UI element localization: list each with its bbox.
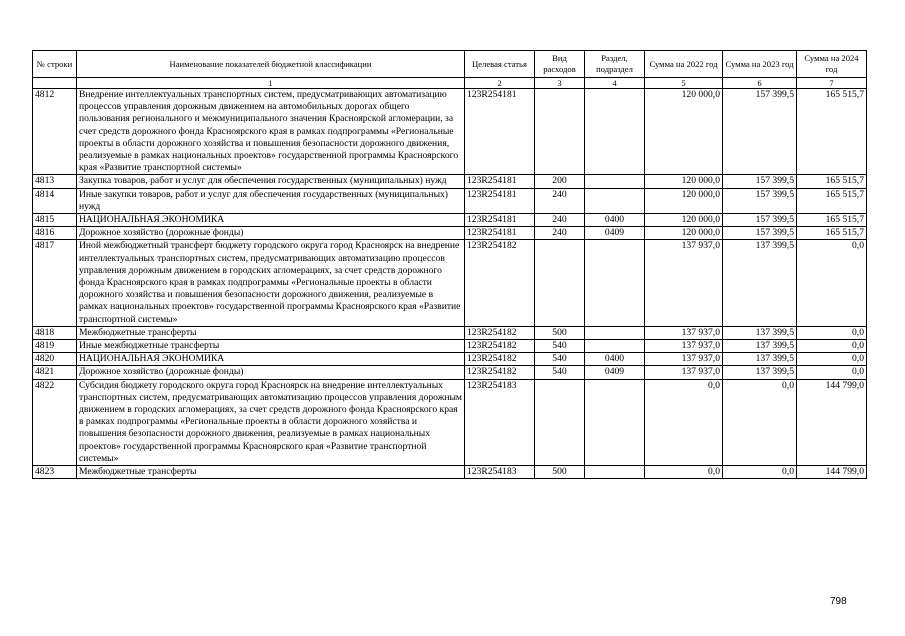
row-sum-2024: 144 799,0 xyxy=(797,466,867,479)
row-razdel xyxy=(585,326,645,339)
table-row xyxy=(33,89,867,175)
row-razdel: 0409 xyxy=(585,227,645,240)
row-sum-2024: 165 515,7 xyxy=(797,188,867,213)
row-sum-2022: 0,0 xyxy=(645,466,723,479)
row-sum-2022: 137 937,0 xyxy=(645,366,723,379)
row-name: НАЦИОНАЛЬНАЯ ЭКОНОМИКА xyxy=(77,353,465,366)
header-vid: Вид расходов xyxy=(535,51,585,78)
row-vid: 540 xyxy=(535,353,585,366)
row-vid: 240 xyxy=(535,214,585,227)
row-sum-2024: 144 799,0 xyxy=(797,379,867,465)
row-sum-2023: 157 399,5 xyxy=(723,188,797,213)
row-sum-2024: 165 515,7 xyxy=(797,175,867,188)
row-vid: 500 xyxy=(535,326,585,339)
row-target-code: 123R254183 xyxy=(465,466,535,479)
row-target-code: 123R254182 xyxy=(465,240,535,326)
row-sum-2024: 0,0 xyxy=(797,340,867,353)
row-name: Субсидия бюджету городского округа город Красноярск на внедрение интеллектуальных транспортных систем, предусматривающих автоматизацию процессов управления дорожным движением в городских агломерациях, за счет средств дорожного фонда Красноярского края в рамках подпрограммы «Региональные проекты в области дорожного хозяйства и повышения безопасности дорожного движения, реализуемые в рамках национальных проектов» государственной программы Красноярского края «Развитие транспортной системы» xyxy=(77,379,465,465)
page-number: 798 xyxy=(830,596,847,607)
row-razdel xyxy=(585,340,645,353)
row-number: 4816 xyxy=(33,227,77,240)
table-row xyxy=(33,188,867,213)
row-name: Дорожное хозяйство (дорожные фонды) xyxy=(77,366,465,379)
column-number: 1 xyxy=(77,78,465,89)
column-number: 7 xyxy=(797,78,867,89)
header-sum-2022: Сумма на 2022 год xyxy=(645,51,723,78)
column-number: 2 xyxy=(465,78,535,89)
row-sum-2022: 120 000,0 xyxy=(645,227,723,240)
row-sum-2022: 120 000,0 xyxy=(645,188,723,213)
row-number: 4819 xyxy=(33,340,77,353)
row-vid: 540 xyxy=(535,340,585,353)
row-number: 4818 xyxy=(33,326,77,339)
column-number: 6 xyxy=(723,78,797,89)
header-name: Наименование показателей бюджетной классификации xyxy=(77,51,465,78)
row-razdel: 0400 xyxy=(585,214,645,227)
header-row-no: № строки xyxy=(33,51,77,78)
row-target-code: 123R254181 xyxy=(465,188,535,213)
row-sum-2024: 165 515,7 xyxy=(797,214,867,227)
row-number: 4820 xyxy=(33,353,77,366)
row-target-code: 123R254183 xyxy=(465,379,535,465)
table-row xyxy=(33,379,867,465)
row-razdel: 0409 xyxy=(585,366,645,379)
row-sum-2023: 157 399,5 xyxy=(723,227,797,240)
row-razdel xyxy=(585,89,645,175)
row-sum-2024: 0,0 xyxy=(797,326,867,339)
row-target-code: 123R254181 xyxy=(465,227,535,240)
row-vid: 200 xyxy=(535,175,585,188)
header-razdel: Раздел, подраздел xyxy=(585,51,645,78)
row-razdel xyxy=(585,240,645,326)
row-number: 4822 xyxy=(33,379,77,465)
row-name: НАЦИОНАЛЬНАЯ ЭКОНОМИКА xyxy=(77,214,465,227)
column-number: 3 xyxy=(535,78,585,89)
row-target-code: 123R254181 xyxy=(465,214,535,227)
row-target-code: 123R254182 xyxy=(465,353,535,366)
row-sum-2023: 157 399,5 xyxy=(723,89,797,175)
row-target-code: 123R254181 xyxy=(465,175,535,188)
row-number: 4821 xyxy=(33,366,77,379)
table-row xyxy=(33,214,867,227)
column-number: 5 xyxy=(645,78,723,89)
row-number: 4817 xyxy=(33,240,77,326)
row-razdel xyxy=(585,175,645,188)
row-vid xyxy=(535,89,585,175)
row-name: Межбюджетные трансферты xyxy=(77,466,465,479)
row-razdel xyxy=(585,379,645,465)
row-sum-2023: 137 399,5 xyxy=(723,326,797,339)
row-sum-2022: 137 937,0 xyxy=(645,326,723,339)
row-sum-2024: 165 515,7 xyxy=(797,89,867,175)
budget-table xyxy=(32,50,867,479)
row-razdel xyxy=(585,466,645,479)
header-target: Целевая статья xyxy=(465,51,535,78)
row-name: Внедрение интеллектуальных транспортных систем, предусматривающих автоматизацию процессов управления дорожным движением на автомобильных дорогах общего пользования регионального и межмуниципального значения Красноярской агломерации, за счет средств дорожного фонда Красноярского края в рамках подпрограммы «Региональные проекты в области дорожного хозяйства и повышения безопасности дорожного движения, реализуемые в рамках национальных проектов» государственной программы Красноярского края «Развитие транспортной системы» xyxy=(77,89,465,175)
row-number: 4815 xyxy=(33,214,77,227)
row-razdel xyxy=(585,188,645,213)
row-sum-2023: 157 399,5 xyxy=(723,214,797,227)
table-row xyxy=(33,326,867,339)
row-sum-2023: 137 399,5 xyxy=(723,366,797,379)
table-row xyxy=(33,353,867,366)
row-sum-2024: 0,0 xyxy=(797,366,867,379)
row-razdel: 0400 xyxy=(585,353,645,366)
row-sum-2024: 0,0 xyxy=(797,353,867,366)
row-target-code: 123R254181 xyxy=(465,89,535,175)
row-target-code: 123R254182 xyxy=(465,366,535,379)
table-row xyxy=(33,466,867,479)
row-sum-2024: 165 515,7 xyxy=(797,227,867,240)
table-body xyxy=(33,89,867,479)
row-number: 4813 xyxy=(33,175,77,188)
table-row xyxy=(33,175,867,188)
header-row xyxy=(33,51,867,78)
row-sum-2022: 0,0 xyxy=(645,379,723,465)
row-sum-2023: 137 399,5 xyxy=(723,353,797,366)
header-sum-2024: Сумма на 2024 год xyxy=(797,51,867,78)
row-sum-2022: 137 937,0 xyxy=(645,353,723,366)
row-sum-2023: 157 399,5 xyxy=(723,175,797,188)
row-sum-2022: 120 000,0 xyxy=(645,175,723,188)
row-number: 4823 xyxy=(33,466,77,479)
row-vid xyxy=(535,240,585,326)
column-number xyxy=(33,78,77,89)
row-number: 4812 xyxy=(33,89,77,175)
row-sum-2023: 0,0 xyxy=(723,466,797,479)
table-row xyxy=(33,227,867,240)
row-vid xyxy=(535,379,585,465)
row-vid: 500 xyxy=(535,466,585,479)
row-name: Межбюджетные трансферты xyxy=(77,326,465,339)
row-name: Дорожное хозяйство (дорожные фонды) xyxy=(77,227,465,240)
column-number-row xyxy=(33,78,867,89)
row-name: Иные межбюджетные трансферты xyxy=(77,340,465,353)
row-target-code: 123R254182 xyxy=(465,340,535,353)
row-sum-2023: 0,0 xyxy=(723,379,797,465)
row-name: Иной межбюджетный трансферт бюджету городского округа город Красноярск на внедрение интеллектуальных транспортных систем, предусматривающих автоматизацию процессов управления дорожным движением в городских агломерациях, за счет средств дорожного фонда Красноярского края в рамках подпрограммы «Региональные проекты в области дорожного хозяйства и повышения безопасности дорожного движения, реализуемые в рамках национальных проектов» государственной программы Красноярского края «Развитие транспортной системы» xyxy=(77,240,465,326)
table-row xyxy=(33,240,867,326)
row-sum-2022: 137 937,0 xyxy=(645,340,723,353)
column-number: 4 xyxy=(585,78,645,89)
row-number: 4814 xyxy=(33,188,77,213)
row-sum-2022: 137 937,0 xyxy=(645,240,723,326)
table-row xyxy=(33,340,867,353)
row-sum-2022: 120 000,0 xyxy=(645,214,723,227)
row-name: Закупка товаров, работ и услуг для обеспечения государственных (муниципальных) нужд xyxy=(77,175,465,188)
row-sum-2023: 137 399,5 xyxy=(723,340,797,353)
row-sum-2022: 120 000,0 xyxy=(645,89,723,175)
row-vid: 540 xyxy=(535,366,585,379)
row-target-code: 123R254182 xyxy=(465,326,535,339)
row-vid: 240 xyxy=(535,227,585,240)
row-sum-2024: 0,0 xyxy=(797,240,867,326)
row-name: Иные закупки товаров, работ и услуг для обеспечения государственных (муниципальных) нужд xyxy=(77,188,465,213)
header-sum-2023: Сумма на 2023 год xyxy=(723,51,797,78)
row-sum-2023: 137 399,5 xyxy=(723,240,797,326)
table-row xyxy=(33,366,867,379)
row-vid: 240 xyxy=(535,188,585,213)
